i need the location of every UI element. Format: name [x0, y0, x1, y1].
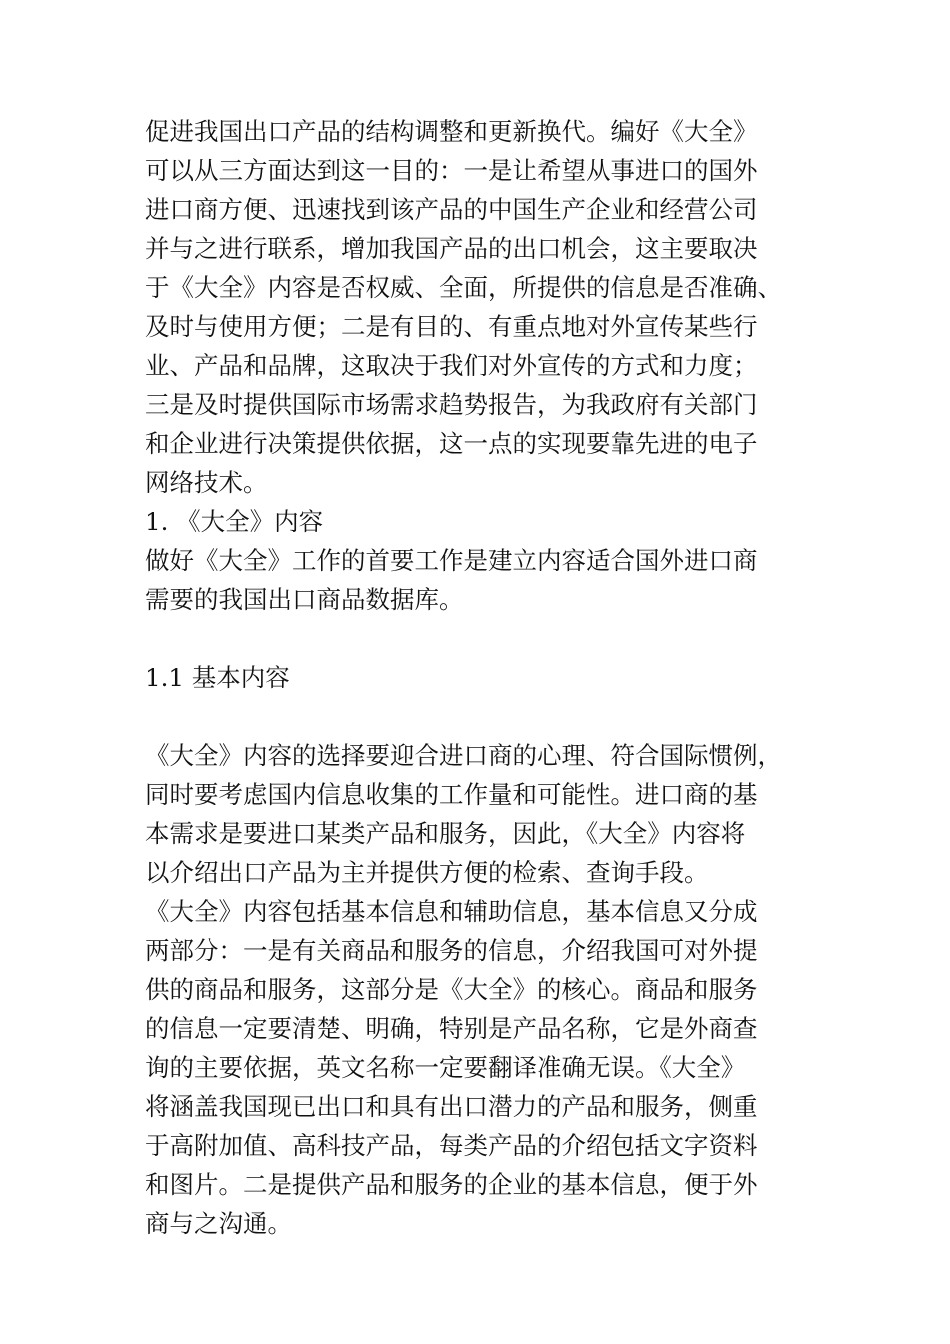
text-line: 两部分：一是有关商品和服务的信息，介绍我国可对外提 — [145, 936, 758, 965]
document-body — [145, 112, 805, 1243]
text-line: 询的主要依据，英文名称一定要翻译准确无误。《大全》 — [145, 1053, 746, 1082]
text-line: 需要的我国出口商品数据库。 — [145, 585, 464, 614]
text-line: 业、产品和品牌，这取决于我们对外宣传的方式和力度； — [145, 351, 758, 380]
text-line: 做好《大全》工作的首要工作是建立内容适合国外进口商 — [145, 546, 758, 575]
text-line: 三是及时提供国际市场需求趋势报告，为我政府有关部门 — [145, 390, 758, 419]
text-line: 于高附加值、高科技产品，每类产品的介绍包括文字资料 — [145, 1131, 758, 1160]
text-line: 商与之沟通。 — [145, 1209, 292, 1238]
text-line: 将涵盖我国现已出口和具有出口潜力的产品和服务，侧重 — [145, 1092, 758, 1121]
text-line: 供的商品和服务，这部分是《大全》的核心。商品和服务 — [145, 975, 758, 1004]
text-line: 本需求是要进口某类产品和服务，因此，《大全》内容将 — [145, 819, 746, 848]
text-line: 《大全》内容包括基本信息和辅助信息，基本信息又分成 — [145, 897, 758, 926]
text-line: 的信息一定要清楚、明确，特别是产品名称，它是外商查 — [145, 1014, 758, 1043]
subsection-heading: 1.1 基本内容 — [145, 663, 290, 692]
blank-line — [145, 697, 805, 736]
text-line: 及时与使用方便；二是有目的、有重点地对外宣传某些行 — [145, 312, 758, 341]
text-line: 进口商方便、迅速找到该产品的中国生产企业和经营公司 — [145, 195, 758, 224]
text-line: 可以从三方面达到这一目的：一是让希望从事进口的国外 — [145, 156, 758, 185]
text-line: 同时要考虑国内信息收集的工作量和可能性。进口商的基 — [145, 780, 758, 809]
section-heading: 1. 《大全》内容 — [145, 507, 324, 536]
blank-line — [145, 619, 805, 658]
text-line: 于《大全》内容是否权威、全面，所提供的信息是否准确、 — [145, 273, 782, 302]
text-line: 促进我国出口产品的结构调整和更新换代。编好《大全》 — [145, 117, 758, 146]
text-line: 以介绍出口产品为主并提供方便的检索、查询手段。 — [145, 858, 709, 887]
text-line: 网络技术。 — [145, 468, 268, 497]
text-line: 和图片。二是提供产品和服务的企业的基本信息，便于外 — [145, 1170, 758, 1199]
text-line: 《大全》内容的选择要迎合进口商的心理、符合国际惯例， — [145, 741, 782, 770]
text-line: 并与之进行联系，增加我国产品的出口机会，这主要取决 — [145, 234, 758, 263]
text-line: 和企业进行决策提供依据，这一点的实现要靠先进的电子 — [145, 429, 758, 458]
